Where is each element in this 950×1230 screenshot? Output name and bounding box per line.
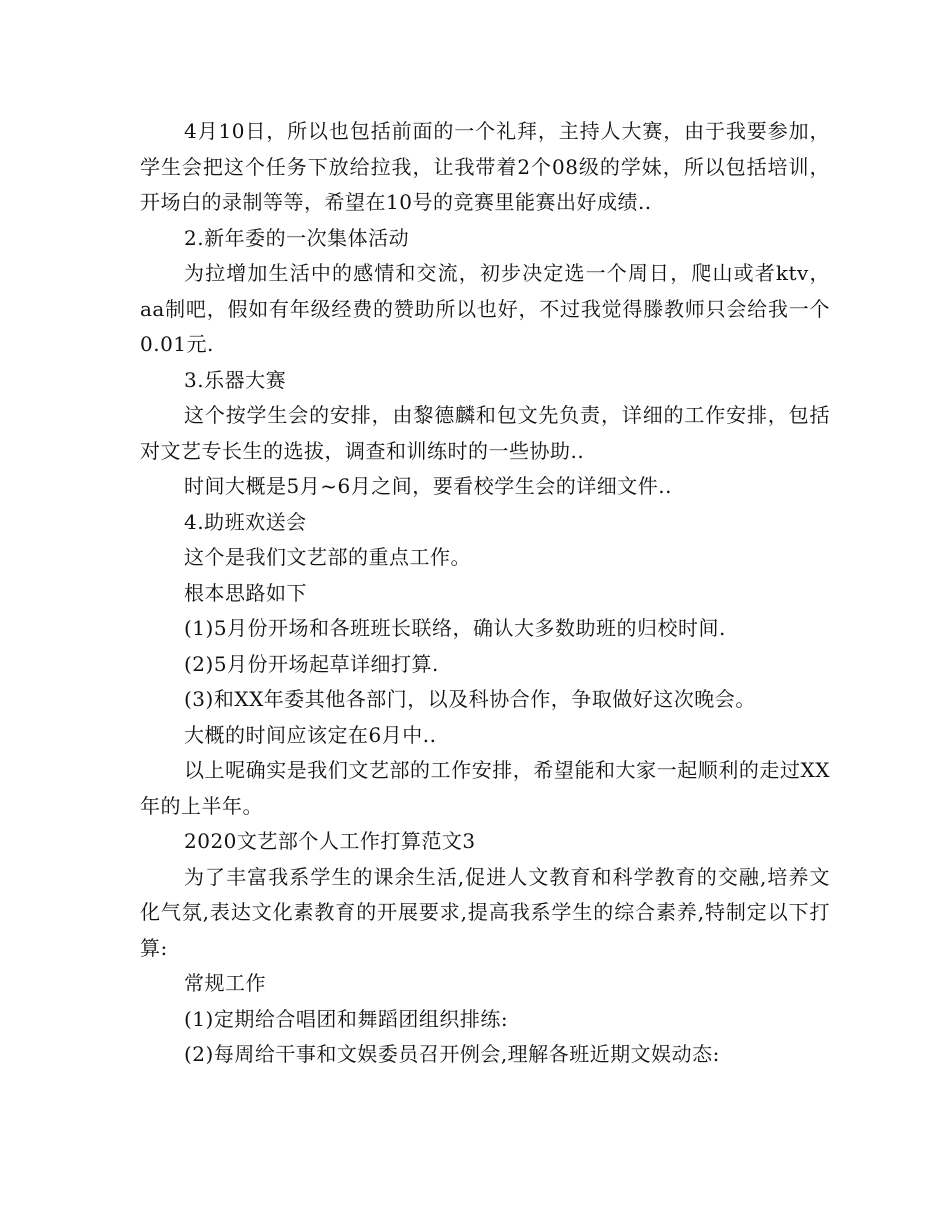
paragraph-basic-idea: 根本思路如下 bbox=[184, 580, 307, 605]
paragraph-key-work: 这个是我们文艺部的重点工作。 bbox=[184, 545, 471, 569]
list-item-1: (1)5月份开场和各班班长联络，确认大多数助班的归校时间. bbox=[184, 616, 726, 640]
heading-new-year-committee-activity: 2.新年委的一次集体活动 bbox=[184, 225, 410, 250]
paragraph-host-contest: 4月10日，所以也包括前面的一个礼拜，主持人大赛，由于我要参加，学生会把这个任务下放给拉我，让我带着2个08级的学妹，所以包括培训，开场白的录制等等，希望在10号的竞赛里能赛出好成绩.. bbox=[140, 119, 830, 214]
paragraph-instrument-arrangement: 这个按学生会的安排，由黎德麟和包文先负责，详细的工作安排，包括对文艺专长生的选拔，调查和训练时的一些协助.. bbox=[140, 403, 830, 463]
list-item-routine-2: (2)每周给干事和文娱委员召开例会,理解各班近期文娱动态: bbox=[184, 1042, 720, 1066]
document-body bbox=[140, 114, 830, 1073]
list-item-2: (2)5月份开场起草详细打算. bbox=[184, 651, 439, 676]
paragraph-approx-time: 大概的时间应该定在6月中.. bbox=[184, 722, 437, 747]
heading-sample-3: 2020文艺部个人工作打算范文3 bbox=[184, 829, 476, 853]
paragraph-instrument-time: 时间大概是5月~6月之间，要看校学生会的详细文件.. bbox=[184, 474, 672, 498]
heading-instrument-contest: 3.乐器大赛 bbox=[184, 367, 287, 392]
list-item-3: (3)和XX年委其他各部门，以及科协合作，争取做好这次晚会。 bbox=[184, 687, 756, 711]
list-item-routine-1: (1)定期给合唱团和舞蹈团组织排练: bbox=[184, 1006, 509, 1031]
paragraph-purpose: 为了丰富我系学生的课余生活,促进人文教育和科学教育的交融,培养文化气氛,表达文化素教育的开展要求,提高我系学生的综合素养,特制定以下打算: bbox=[140, 864, 830, 960]
paragraph-group-activity: 为拉增加生活中的感情和交流，初步决定选一个周日，爬山或者ktv，aa制吧，假如有年级经费的赞助所以也好，不过我觉得滕教师只会给我一个0.01元. bbox=[140, 261, 830, 356]
heading-routine-work: 常规工作 bbox=[184, 971, 266, 995]
paragraph-summary: 以上呢确实是我们文艺部的工作安排，希望能和大家一起顺利的走过XX年的上半年。 bbox=[140, 758, 830, 818]
heading-farewell-party: 4.助班欢送会 bbox=[184, 509, 307, 534]
